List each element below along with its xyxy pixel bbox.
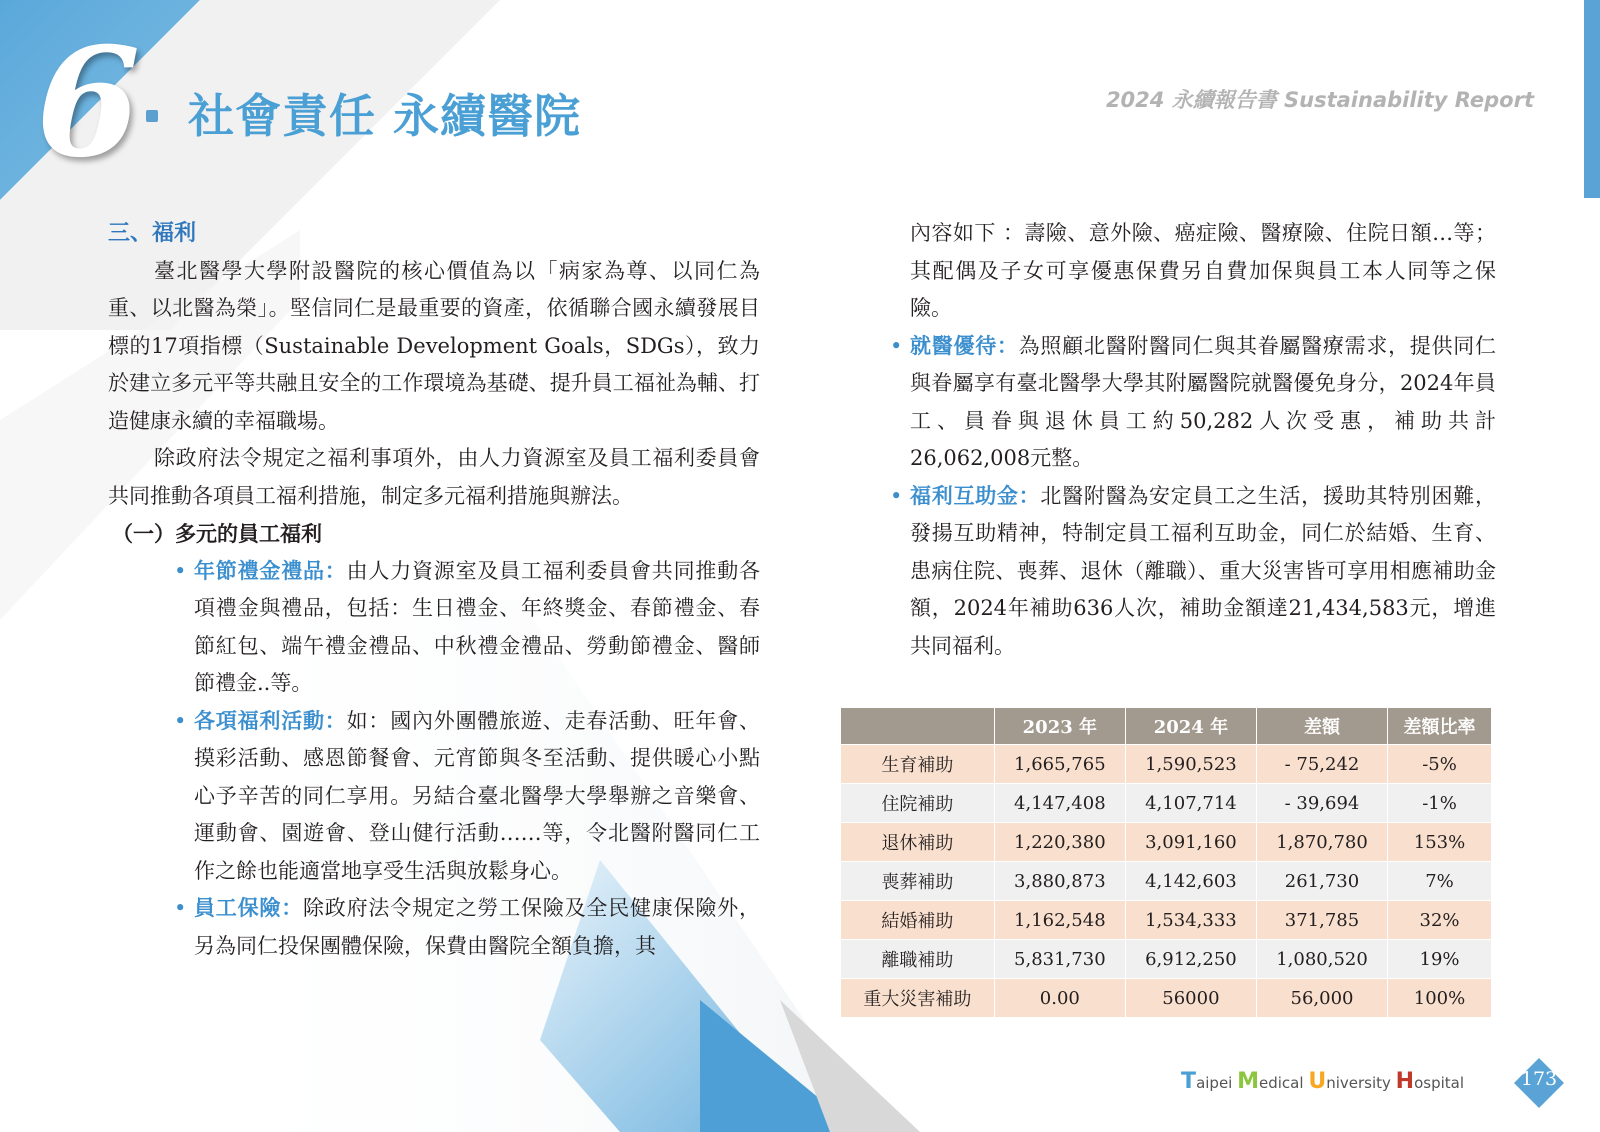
- bullet-text: 為照顧北醫附醫同仁與其眷屬醫療需求，提供同仁與眷屬享有臺北醫學大學其附屬醫院就醫優免身分，2024年員工、員眷與退休員工約50,282人次受惠，補助共計26,062,008元整。: [910, 333, 1497, 470]
- table-header-row: [841, 708, 1492, 745]
- table-cell: 3,880,873: [994, 862, 1125, 901]
- table-row: [841, 901, 1492, 940]
- table-cell: 56000: [1125, 979, 1256, 1018]
- table-row: [841, 784, 1492, 823]
- chapter-title: 社會責任 永續醫院: [188, 89, 582, 143]
- sub-heading: （一）多元的員工福利: [112, 521, 322, 546]
- table-cell: 7%: [1388, 862, 1492, 901]
- logo-text: edical: [1259, 1074, 1309, 1092]
- table-cell: -5%: [1388, 745, 1492, 784]
- bullet-text: 除政府法令規定之勞工保險及全民健康保險外，另為同仁投保團體保險，保費由醫院全額負擔，其: [194, 896, 760, 958]
- table-cell: - 75,242: [1256, 745, 1387, 784]
- table-cell: 1,870,780: [1256, 823, 1387, 862]
- table-row: [841, 940, 1492, 979]
- table-cell: 6,912,250: [1125, 940, 1256, 979]
- right-column: [890, 215, 1497, 665]
- table-cell: 56,000: [1256, 979, 1387, 1018]
- table-cell: 離職補助: [841, 940, 995, 979]
- table-cell: 1,220,380: [994, 823, 1125, 862]
- table-cell: - 39,694: [1256, 784, 1387, 823]
- table-cell: 1,080,520: [1256, 940, 1387, 979]
- bullet-title: 就醫優待：: [910, 333, 1019, 358]
- table-header-cell: [841, 708, 995, 745]
- bullet-item: [108, 703, 760, 891]
- section-heading: 三、福利: [108, 221, 197, 246]
- table-cell: 喪葬補助: [841, 862, 995, 901]
- table-row: [841, 745, 1492, 784]
- table-row: [841, 979, 1492, 1018]
- table-header-cell: 2023 年: [994, 708, 1125, 745]
- table-cell: 1,534,333: [1125, 901, 1256, 940]
- table-cell: 32%: [1388, 901, 1492, 940]
- intro-paragraph: 臺北醫學大學附設醫院的核心價值為以「病家為尊、以同仁為重、以北醫為榮」。堅信同仁是最重要的資產，依循聯合國永續發展目標的17項指標（Sustainable Development Goals，SDGs），致力於建立多元平等共融且安全的工作環境為基礎、提升員工福祉為輔、打造健康永續的幸福職場。: [108, 258, 760, 433]
- bullet-text: 北醫附醫為安定員工之生活，援助其特別困難，發揚互助精神，特制定員工福利互助金，同仁於結婚、生育、患病住院、喪葬、退休（離職）、重大災害皆可享用相應補助金額，2024年補助636人次，補助金額達21,434,583元，增進共同福利。: [910, 483, 1497, 658]
- table-row: [841, 823, 1492, 862]
- bullet-dot-icon: •: [174, 558, 187, 583]
- bullet-item: [108, 553, 760, 703]
- bullet-item: [890, 478, 1497, 666]
- table-cell: 重大災害補助: [841, 979, 995, 1018]
- page-number: 173: [1520, 1068, 1558, 1090]
- edge-tab: [1584, 0, 1600, 198]
- table-header-cell: 2024 年: [1125, 708, 1256, 745]
- table-cell: 1,162,548: [994, 901, 1125, 940]
- bullet-text: 如：國內外團體旅遊、走春活動、旺年會、摸彩活動、感恩節餐會、元宵節與冬至活動、提供暖心小點心予辛苦的同仁享用。另結合臺北醫學大學舉辦之音樂會、運動會、園遊會、登山健行活動……等，令北醫附醫同仁工作之餘也能適當地享受生活與放鬆身心。: [194, 708, 761, 883]
- logo-letter: H: [1395, 1069, 1415, 1094]
- logo-text: ospital: [1414, 1074, 1464, 1092]
- table-cell: 4,107,714: [1125, 784, 1256, 823]
- chapter-number: 6: [36, 15, 141, 191]
- bullet-dot-icon: •: [174, 896, 187, 920]
- table-cell: 4,142,603: [1125, 862, 1256, 901]
- table-cell: 371,785: [1256, 901, 1387, 940]
- left-column: [108, 215, 760, 965]
- bullet-title: 福利互助金：: [910, 483, 1041, 508]
- logo-letter: T: [1181, 1069, 1197, 1094]
- report-title: 2024 永續報告書 Sustainability Report: [1105, 88, 1534, 112]
- logo-text: aipei: [1196, 1074, 1238, 1092]
- bullet-dot-icon: •: [890, 483, 903, 508]
- table-cell: 1,590,523: [1125, 745, 1256, 784]
- logo-letter: M: [1237, 1069, 1260, 1094]
- table-cell: 生育補助: [841, 745, 995, 784]
- table-header-cell: 差額比率: [1388, 708, 1492, 745]
- table-cell: 153%: [1388, 823, 1492, 862]
- policy-paragraph: 除政府法令規定之福利事項外，由人力資源室及員工福利委員會共同推動各項員工福利措施，制定多元福利措施與辦法。: [108, 446, 760, 508]
- bullet-item: [108, 890, 760, 965]
- bullet-title: 員工保險：: [194, 896, 303, 920]
- bullet-title: 年節禮金禮品：: [194, 558, 347, 583]
- table-cell: 住院補助: [841, 784, 995, 823]
- table-cell: -1%: [1388, 784, 1492, 823]
- logo-letter: U: [1308, 1069, 1327, 1094]
- table-cell: 退休補助: [841, 823, 995, 862]
- hospital-logo: [1181, 1069, 1464, 1094]
- table-cell: 4,147,408: [994, 784, 1125, 823]
- chapter-dot: [146, 110, 158, 122]
- continued-text: 內容如下 ：壽險、意外險、癌症險、醫療險、住院日額…等；其配偶及子女可享優惠保費另自費加保與員工本人同等之保險。: [910, 221, 1496, 320]
- table-cell: 5,831,730: [994, 940, 1125, 979]
- table-cell: 100%: [1388, 979, 1492, 1018]
- bullet-item: [890, 328, 1497, 478]
- bullet-dot-icon: •: [174, 708, 187, 733]
- bullet-dot-icon: •: [890, 333, 903, 358]
- table-cell: 1,665,765: [994, 745, 1125, 784]
- table-cell: 261,730: [1256, 862, 1387, 901]
- table-header-cell: 差額: [1256, 708, 1387, 745]
- table-row: [841, 862, 1492, 901]
- table-cell: 0.00: [994, 979, 1125, 1018]
- table-cell: 結婚補助: [841, 901, 995, 940]
- logo-text: niversity: [1326, 1074, 1396, 1092]
- table-cell: 3,091,160: [1125, 823, 1256, 862]
- bullet-title: 各項福利活動：: [194, 708, 347, 733]
- subsidy-table: [840, 707, 1492, 1018]
- bullet-text: 由人力資源室及員工福利委員會共同推動各項禮金與禮品，包括：生日禮金、年終獎金、春節禮金、春節紅包、端午禮金禮品、中秋禮金禮品、勞動節禮金、醫師節禮金..等。: [194, 558, 761, 695]
- table-cell: 19%: [1388, 940, 1492, 979]
